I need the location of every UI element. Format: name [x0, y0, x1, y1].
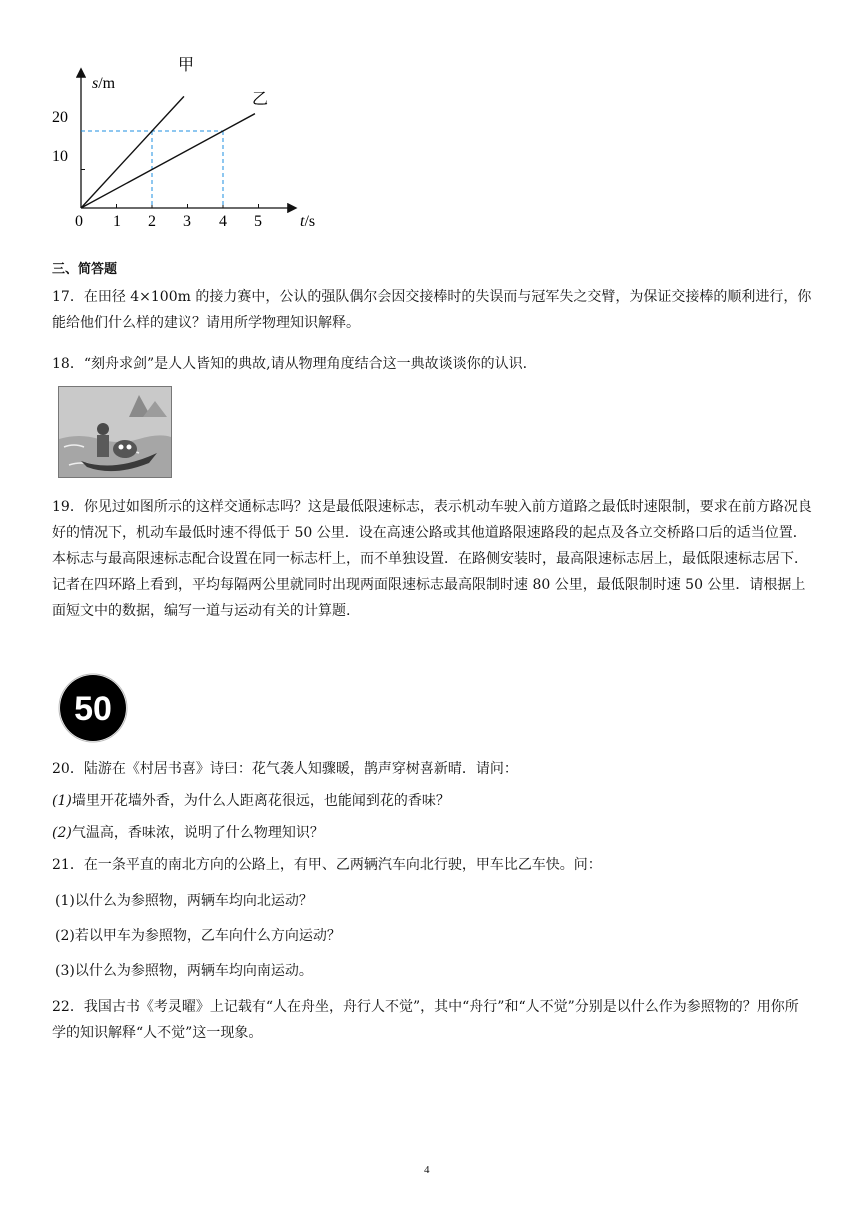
- sign-value: 50: [74, 690, 112, 728]
- question-22: 22．我国古书《考灵曜》上记载有“人在舟坐，舟行人不觉”，其中“舟行”和“人不觉”分别是以什么作为参照物的？用你所学的知识解释“人不觉”这一现象。: [52, 999, 799, 1041]
- question-17: 17．在田径 4×100m 的接力赛中，公认的强队偶尔会因交接棒时的失误而与冠军失之交臂，为保证交接棒的顺利进行，你能给他们什么样的建议？请用所学物理知识解释。: [52, 289, 812, 331]
- boat-scene-icon: [59, 387, 171, 477]
- x-tick-5: 5: [254, 213, 262, 230]
- min-speed-sign: [58, 673, 128, 743]
- section-title: 三、简答题: [52, 262, 118, 277]
- question-20-part-2-num: (2): [52, 825, 72, 841]
- y-tick-10: 10: [52, 148, 68, 165]
- question-21: 21．在一条平直的南北方向的公路上，有甲、乙两辆汽车向北行驶，甲车比乙车快。问：: [52, 857, 602, 873]
- x-axis-label: t/s: [300, 213, 316, 230]
- x-tick-3: 3: [183, 213, 191, 230]
- x-tick-1: 1: [113, 213, 121, 230]
- question-21-part-3: (3)以什么为参照物，两辆车均向南运动。: [55, 963, 313, 979]
- st-graph: [40, 48, 340, 238]
- question-20-part-2-text: 气温高，香味浓，说明了什么物理知识？: [71, 825, 324, 841]
- question-20-part-1: [52, 788, 812, 814]
- question-19: 19．你见过如图所示的这样交通标志吗？这是最低限速标志，表示机动车驶入前方道路之最低时速限制，要求在前方路况良好的情况下，机动车最低时速不得低于 50 公里．设在高速公路或其他道路限速路段的起点及各立交桥路口后的适当位置．本标志与最高限速标志配合设置在同一标志杆上，而不单独设置．在路侧安装时，最高限速标志居上，最低限速标志居下．记者在四环路上看到，平均每隔两公里就同时出现两面限速标志最高限制时速 80 公里，最低限制时速 50 公里．请根据上面短文中的数据，编写一道与运动有关的计算题.: [52, 499, 812, 619]
- line-jia: [81, 96, 184, 208]
- question-20-part-2: [52, 820, 812, 846]
- question-18: 18．“刻舟求剑”是人人皆知的典故,请从物理角度结合这一典故谈谈你的认识.: [52, 356, 528, 372]
- question-20-part-1-num: (1): [52, 793, 72, 809]
- x-tick-4: 4: [219, 213, 227, 230]
- page-number: 4: [424, 1164, 430, 1176]
- x-tick-2: 2: [148, 213, 156, 230]
- label-yi: 乙: [252, 89, 269, 108]
- question-20-part-1-text: 墙里开花墙外香，为什么人距离花很远，也能闻到花的香味？: [71, 793, 450, 809]
- label-jia: 甲: [178, 55, 195, 74]
- question-21-part-1: (1)以什么为参照物，两辆车均向北运动？: [55, 893, 313, 909]
- question-21-part-2: (2)若以甲车为参照物，乙车向什么方向运动？: [55, 928, 341, 944]
- boat-illustration: [58, 386, 172, 478]
- y-axis-label: s/m: [92, 75, 116, 92]
- question-20: 20．陆游在《村居书喜》诗曰：花气袭人知骤暖，鹊声穿树喜新晴．请问：: [52, 761, 518, 777]
- y-tick-20: 20: [52, 109, 68, 126]
- x-tick-0: 0: [75, 213, 83, 230]
- line-yi: [81, 114, 255, 208]
